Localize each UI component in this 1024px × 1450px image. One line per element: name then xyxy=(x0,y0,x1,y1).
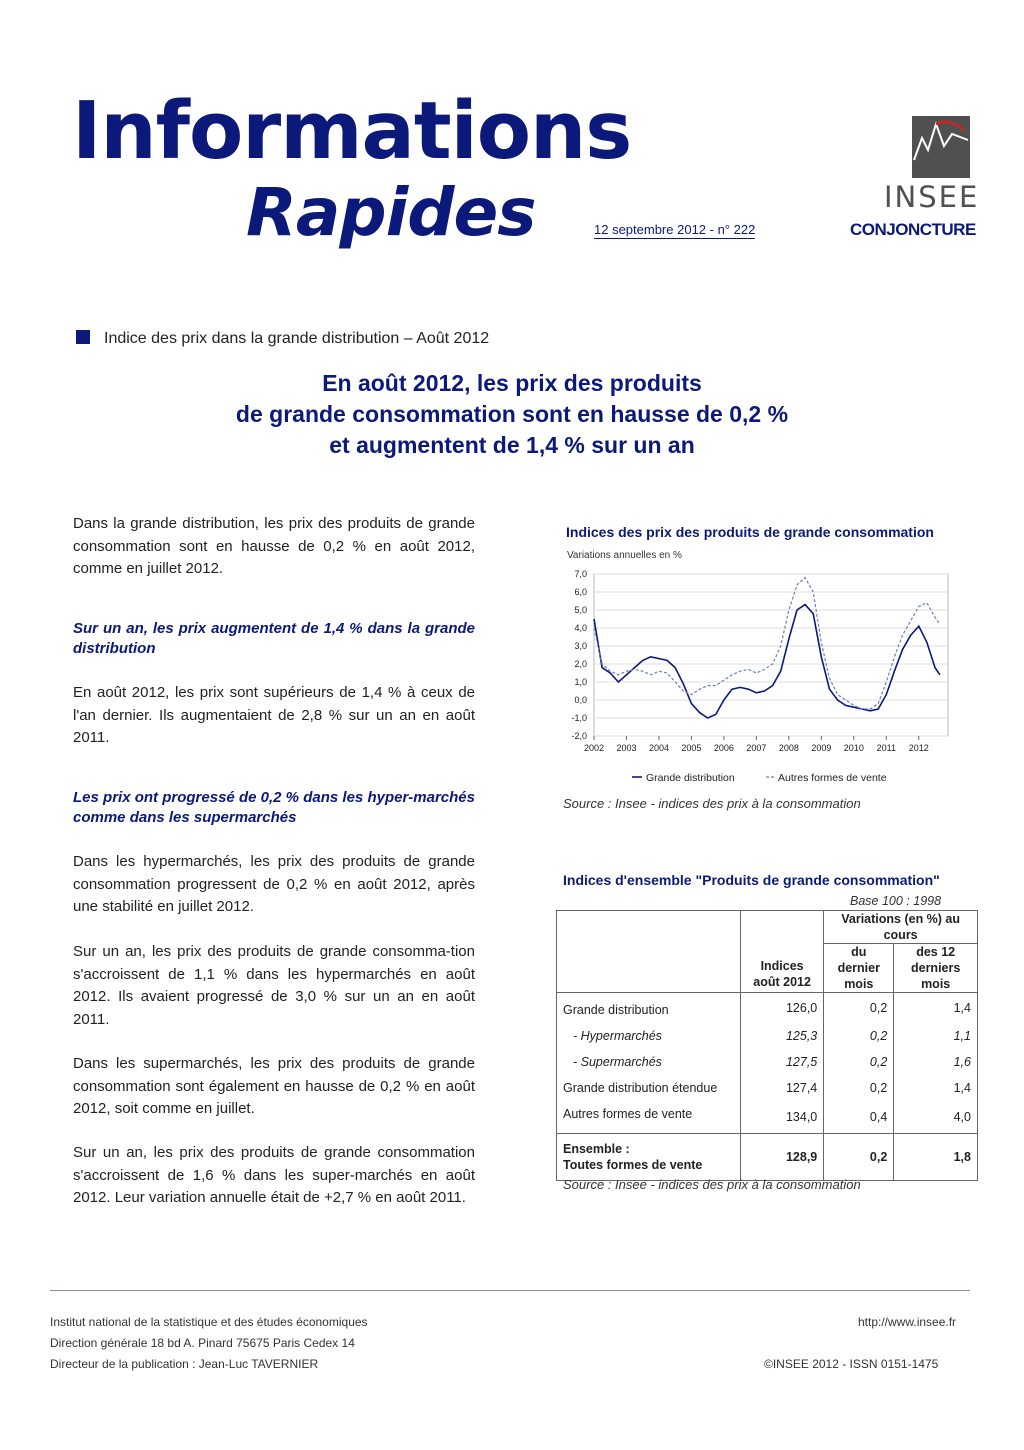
x-tick-label: 2007 xyxy=(746,743,767,753)
intro-paragraph: Dans la grande distribution, les prix des produits de grande consommation sont en hausse de 0,2 % en août 2012, comme en juillet 2012. xyxy=(73,515,475,577)
y-tick-label: 3,0 xyxy=(574,641,587,651)
table-row xyxy=(557,1101,978,1134)
row-year: 1,4 xyxy=(894,1075,978,1101)
legend-label: Grande distribution xyxy=(646,772,735,784)
section-label: CONJONCTURE xyxy=(850,220,976,239)
section2-title: Les prix ont progressé de 0,2 % dans les hyper-marchés comme dans les supermarchés xyxy=(73,789,475,826)
table-row xyxy=(557,1023,978,1049)
total-label-line: Ensemble : xyxy=(563,1142,630,1156)
x-tick-label: 2011 xyxy=(876,743,896,753)
x-tick-label: 2010 xyxy=(843,743,864,753)
legend-label: Autres formes de vente xyxy=(778,772,887,784)
headline-line: et augmentent de 1,4 % sur un an xyxy=(329,432,695,458)
indices-table xyxy=(556,910,978,1181)
price-index-chart xyxy=(560,562,960,790)
row-year: 1,1 xyxy=(894,1023,978,1049)
total-label xyxy=(557,1134,741,1181)
section1-title: Sur un an, les prix augmentent de 1,4 % dans la grande distribution xyxy=(73,620,475,657)
issue-number: 12 septembre 2012 - n° 222 xyxy=(594,222,756,237)
total-index: 128,9 xyxy=(740,1134,823,1181)
row-index: 126,0 xyxy=(740,993,823,1024)
series-line-grande-distribution xyxy=(594,605,940,718)
table-title: Indices d'ensemble "Produits de grande consommation" xyxy=(563,872,940,888)
chart-title: Indices des prix des produits de grande consommation xyxy=(566,524,934,540)
x-tick-label: 2003 xyxy=(616,743,637,753)
table-row xyxy=(557,993,978,1024)
x-tick-label: 2002 xyxy=(583,743,605,753)
row-year: 1,6 xyxy=(894,1049,978,1075)
x-tick-label: 2012 xyxy=(908,743,929,753)
x-tick-label: 2009 xyxy=(811,743,832,753)
row-label: Autres formes de vente xyxy=(557,1101,741,1134)
row-index: 127,4 xyxy=(740,1075,823,1101)
table-header-month: du dernier mois xyxy=(824,944,894,993)
section2-paragraph-4: Sur un an, les prix des produits de grande consommation s'accroissent de 1,6 % dans les super-marchés en août 2012. Leur variation annuelle était de +2,7 % en août 2011. xyxy=(73,1144,475,1206)
footer-address: Direction générale 18 bd A. Pinard 75675 Paris Cedex 14 xyxy=(50,1336,355,1350)
row-month: 0,2 xyxy=(824,1023,894,1049)
insee-logo-icon xyxy=(912,116,970,178)
x-tick-label: 2008 xyxy=(778,743,799,753)
row-index: 127,5 xyxy=(740,1049,823,1075)
table-header-year: des 12 derniers mois xyxy=(894,944,978,993)
footer-institution: Institut national de la statistique et des études économiques xyxy=(50,1315,368,1329)
table-row xyxy=(557,1075,978,1101)
row-year: 4,0 xyxy=(894,1101,978,1134)
row-label: Grande distribution xyxy=(557,993,741,1024)
table-header-blank xyxy=(557,911,741,993)
headline-line: En août 2012, les prix des produits xyxy=(322,370,702,396)
rubric: Indice des prix dans la grande distribution – Août 2012 xyxy=(104,330,490,347)
chart-source: Source : Insee - indices des prix à la consommation xyxy=(563,796,861,811)
row-index: 125,3 xyxy=(740,1023,823,1049)
y-tick-label: 1,0 xyxy=(574,677,587,687)
section1-paragraph: En août 2012, les prix sont supérieurs de 1,4 % à ceux de l'an dernier. Ils augmentaient de 2,8 % sur un an en août 2011. xyxy=(73,684,475,746)
y-tick-label: -1,0 xyxy=(571,713,587,723)
table-header-group: Variations (en %) au cours xyxy=(824,911,978,944)
y-tick-label: 4,0 xyxy=(574,623,587,633)
total-year: 1,8 xyxy=(894,1134,978,1181)
table-row xyxy=(557,1049,978,1075)
masthead-subtitle: Rapides xyxy=(246,174,536,251)
footer-copyright: ©INSEE 2012 - ISSN 0151-1475 xyxy=(764,1357,939,1371)
row-month: 0,2 xyxy=(824,1075,894,1101)
rubric-square-icon xyxy=(76,330,90,344)
chart-subtitle: Variations annuelles en % xyxy=(567,550,682,561)
y-tick-label: -2,0 xyxy=(571,731,587,741)
headline-line: de grande consommation sont en hausse de 0,2 % xyxy=(235,401,789,427)
x-tick-label: 2006 xyxy=(713,743,734,753)
footer-divider xyxy=(50,1290,970,1291)
table-header-index: Indices août 2012 xyxy=(740,911,823,993)
row-month: 0,2 xyxy=(824,1049,894,1075)
section2-paragraph-3: Dans les supermarchés, les prix des produits de grande consommation sont également en hausse de 0,2 % en août 2012, soit comme en juillet. xyxy=(73,1055,475,1117)
row-month: 0,2 xyxy=(824,993,894,1024)
total-month: 0,2 xyxy=(824,1134,894,1181)
row-label: Grande distribution étendue xyxy=(557,1075,741,1101)
total-label-line: Toutes formes de vente xyxy=(563,1158,703,1172)
row-index: 134,0 xyxy=(740,1101,823,1134)
y-tick-label: 6,0 xyxy=(574,587,587,597)
row-year: 1,4 xyxy=(894,993,978,1024)
y-tick-label: 5,0 xyxy=(574,605,587,615)
table-total-row xyxy=(557,1134,978,1181)
y-tick-label: 7,0 xyxy=(574,569,587,579)
row-label: - Supermarchés xyxy=(557,1049,741,1075)
insee-wordmark: INSEE xyxy=(884,180,980,214)
masthead-title: Informations xyxy=(72,85,632,177)
row-month: 0,4 xyxy=(824,1101,894,1134)
table-source: Source : Insee - indices des prix à la consommation xyxy=(563,1177,861,1192)
row-label: - Hypermarchés xyxy=(557,1023,741,1049)
y-tick-label: 0,0 xyxy=(574,695,587,705)
footer-url-link[interactable]: http://www.insee.fr xyxy=(858,1315,957,1329)
y-tick-label: 2,0 xyxy=(574,659,587,669)
x-tick-label: 2004 xyxy=(648,743,669,753)
footer-director: Directeur de la publication : Jean-Luc TAVERNIER xyxy=(50,1357,319,1371)
section2-paragraph-2: Sur un an, les prix des produits de grande consomma-tion s'accroissent de 1,1 % dans les hypermarchés en août 2012. Ils avaient progressé de 3,0 % sur un an en août 2011. xyxy=(73,943,475,1028)
section2-paragraph-1: Dans les hypermarchés, les prix des produits de grande consommation progressent de 0,2 % en août 2012, après une stabilité en juillet 2012. xyxy=(73,853,475,915)
headline xyxy=(100,368,924,461)
x-tick-label: 2005 xyxy=(681,743,702,753)
table-base: Base 100 : 1998 xyxy=(850,894,942,908)
